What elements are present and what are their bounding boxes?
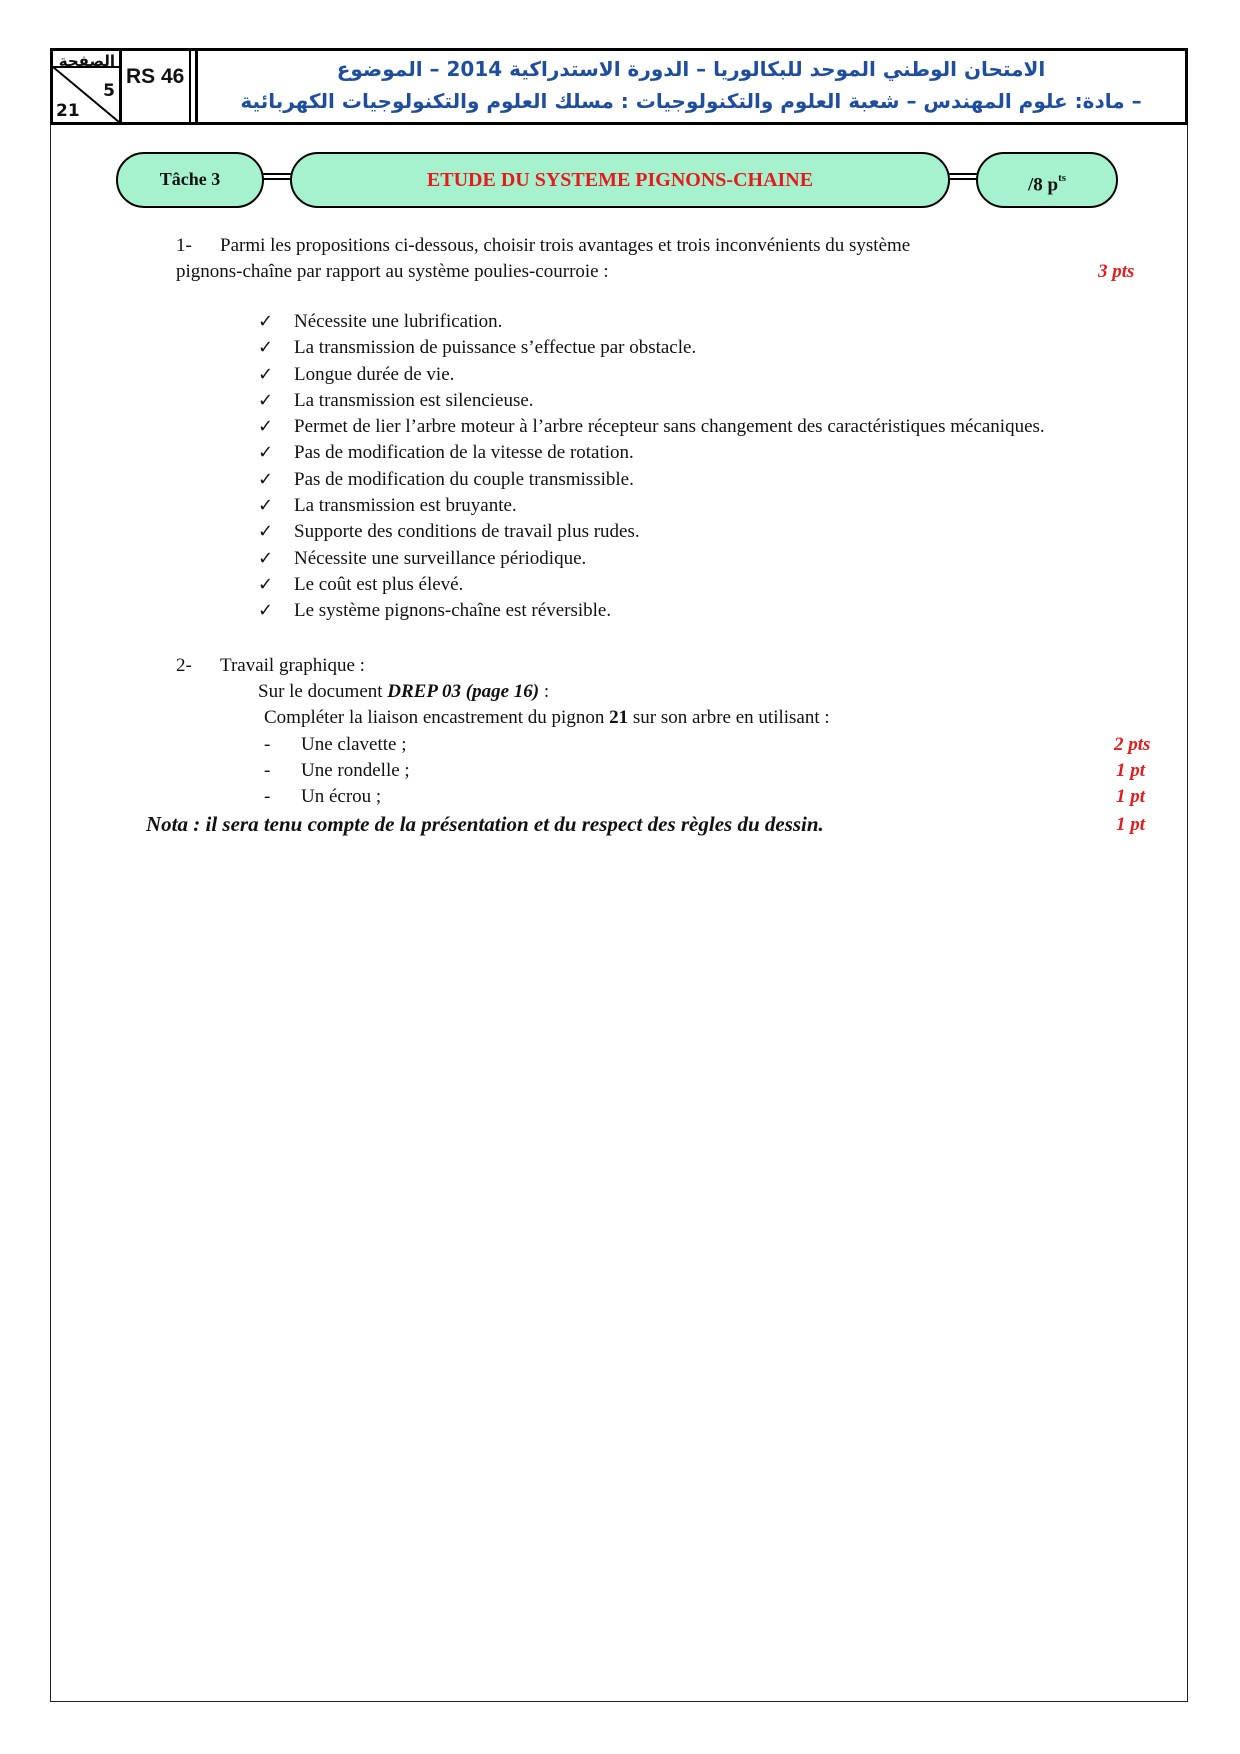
proposition-text: Longue durée de vie. [294, 363, 455, 385]
page-frame [50, 48, 1188, 1702]
q2-doc-prefix: Sur le document [258, 681, 388, 702]
proposition-text: Nécessite une surveillance périodique. [294, 547, 587, 569]
proposition-text: La transmission de puissance s’effectue par obstacle. [294, 337, 697, 359]
proposition-item [258, 521, 1045, 547]
checkmark-icon: ✓ [258, 363, 274, 385]
q2-item-points: 1 pt [1116, 786, 1146, 807]
proposition-item [258, 337, 1045, 363]
q2-item-dash: - [264, 760, 271, 781]
exam-code-box [122, 51, 198, 122]
proposition-item [258, 364, 1045, 390]
checkmark-icon: ✓ [258, 416, 274, 438]
proposition-text: Nécessite une lubrification. [294, 311, 503, 332]
checkmark-icon: ✓ [258, 547, 274, 569]
banner-connector-left [262, 173, 292, 180]
proposition-item [258, 442, 1045, 468]
q2-item-dash: - [264, 734, 271, 755]
q2-number: 2- [176, 655, 192, 676]
exam-title-box [201, 51, 1185, 122]
page-number: 5 [103, 81, 115, 101]
page-number-box [53, 51, 122, 122]
proposition-item [258, 495, 1045, 521]
q2-item-dash: - [264, 786, 271, 807]
exam-header [50, 48, 1188, 125]
proposition-text: Pas de modification de la vitesse de rotation. [294, 442, 634, 464]
task-score [976, 152, 1118, 208]
proposition-text: Supporte des conditions de travail plus rudes. [294, 521, 640, 543]
banner-connector-right [948, 173, 978, 180]
q2-item-text: Une rondelle ; [301, 760, 410, 781]
proposition-item [258, 600, 1045, 626]
checkmark-icon: ✓ [258, 600, 274, 622]
proposition-item [258, 469, 1045, 495]
checkmark-icon: ✓ [258, 495, 274, 517]
proposition-item [258, 390, 1045, 416]
checkmark-icon: ✓ [258, 468, 274, 490]
checkmark-icon: ✓ [258, 573, 274, 595]
q2-instr-part: 21 [609, 707, 629, 728]
checkmark-icon: ✓ [258, 521, 274, 543]
q2-instr-prefix: Compléter la liaison encastrement du pignon [264, 707, 610, 728]
q2-title: Travail graphique : [220, 655, 365, 676]
exam-code: RS 46 [126, 65, 185, 88]
page-label: الصفحة [58, 52, 115, 70]
task-label: Tâche 3 [116, 152, 264, 208]
task-score-main: /8 p [1027, 174, 1059, 196]
proposition-item [258, 548, 1045, 574]
proposition-text: La transmission est silencieuse. [294, 389, 534, 411]
q2-doc-suffix: : [539, 681, 550, 702]
proposition-text: Le coût est plus élevé. [294, 573, 464, 595]
task-title: ETUDE DU SYSTEME PIGNONS-CHAINE [290, 152, 950, 208]
exam-title-line2: – مادة: علوم المهندس – شعبة العلوم والتكنولوجيات : مسلك العلوم والتكنولوجيات الكهربائية [240, 89, 1142, 113]
proposition-text: Pas de modification du couple transmissible. [294, 468, 634, 490]
q1-text-line1: Parmi les propositions ci-dessous, choisir trois avantages et trois inconvénients du système [220, 235, 911, 256]
task-score-sup: ts [1058, 172, 1067, 184]
q2-item-text: Un écrou ; [301, 786, 382, 807]
q2-instr-suffix: sur son arbre en utilisant : [628, 707, 830, 728]
checkmark-icon: ✓ [258, 442, 274, 464]
proposition-item [258, 311, 1045, 337]
nota-points: 1 pt [1116, 814, 1146, 835]
q2-item-text: Une clavette ; [301, 734, 407, 755]
q2-item-points: 2 pts [1114, 734, 1151, 755]
checkmark-icon: ✓ [258, 389, 274, 411]
q1-number: 1- [176, 235, 192, 256]
proposition-text: Le système pignons-chaîne est réversible. [294, 600, 612, 622]
proposition-item [258, 416, 1045, 442]
proposition-text: La transmission est bruyante. [294, 495, 517, 517]
page-total: 21 [56, 101, 80, 121]
q1-text-line2: pignons-chaîne par rapport au système poulies-courroie : [176, 261, 609, 282]
q2-doc-ref: DREP 03 (page 16) [387, 681, 540, 702]
exam-title-line1: الامتحان الوطني الموحد للبكالوريا – الدورة الاستدراكية 2014 – الموضوع [336, 57, 1046, 81]
q2-document-line [258, 681, 549, 703]
checkmark-icon: ✓ [258, 311, 274, 332]
proposition-text: Permet de lier l’arbre moteur à l’arbre récepteur sans changement des caractéristiques mécaniques. [294, 416, 1045, 438]
q2-instruction [264, 707, 830, 729]
q1-proposition-list [258, 311, 1045, 627]
q1-points: 3 pts [1098, 261, 1135, 282]
q2-item-points: 1 pt [1116, 760, 1146, 781]
nota-text: Nota : il sera tenu compte de la présentation et du respect des règles du dessin. [146, 812, 824, 836]
checkmark-icon: ✓ [258, 337, 274, 359]
proposition-item [258, 574, 1045, 600]
